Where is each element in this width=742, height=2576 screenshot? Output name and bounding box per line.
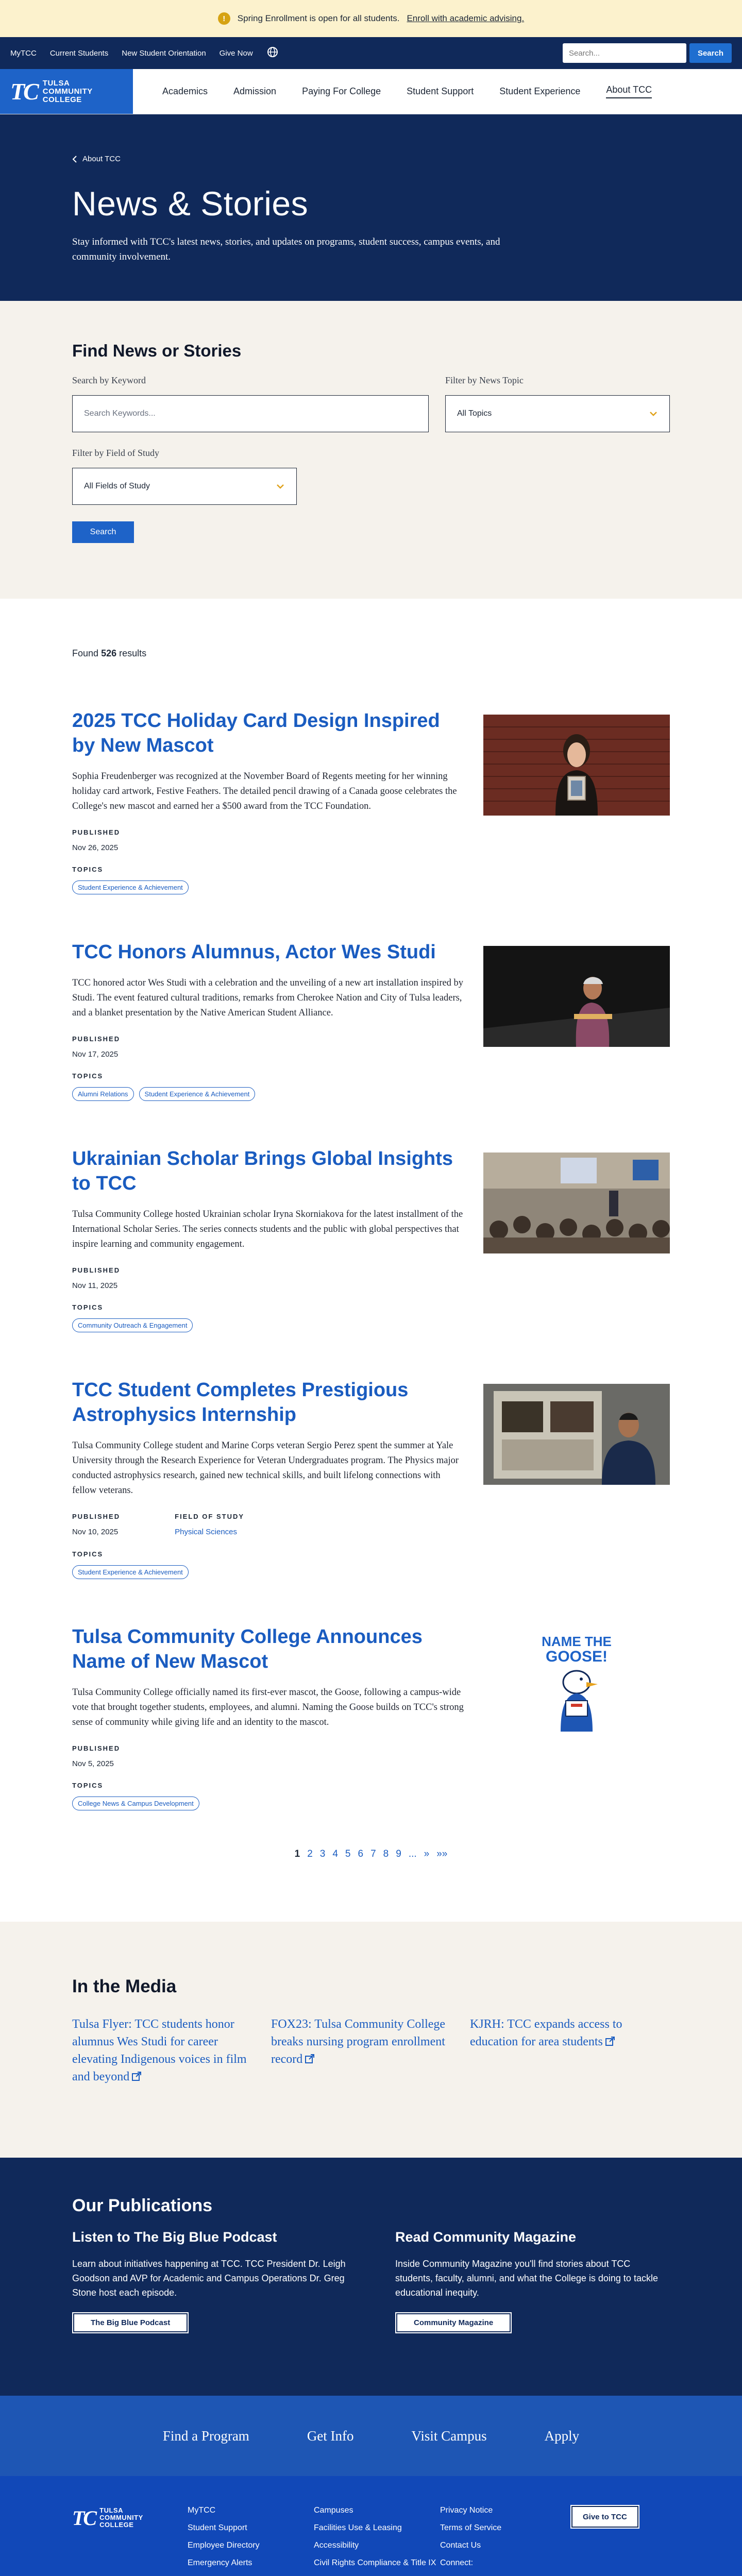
site-search-button[interactable]: Search: [689, 43, 732, 63]
breadcrumb[interactable]: [72, 155, 670, 163]
results: [0, 599, 742, 1860]
site-search-input[interactable]: [563, 43, 686, 63]
mascot-caption-line1: NAME THE: [542, 1634, 612, 1649]
quick-link-apply[interactable]: Apply: [544, 2428, 580, 2444]
nav-paying-for-college[interactable]: Paying For College: [302, 86, 381, 96]
article-card: [72, 708, 670, 894]
site-search: [563, 43, 732, 63]
article-excerpt: TCC honored actor Wes Studi with a celebration and the unveiling of a new art installation inspired by Studi. The event featured cultural traditions, remarks from Cherokee Nation and City of Tulsa leaders, and a blanket presentation by the Native American Student Alliance.: [72, 978, 464, 1018]
page-next[interactable]: »: [424, 1849, 430, 1859]
topic-tag[interactable]: College News & Campus Development: [72, 1797, 199, 1810]
article-image[interactable]: [483, 1153, 670, 1253]
chevron-down-icon: [276, 482, 285, 491]
topics-label: TOPICS: [72, 1550, 104, 1558]
logo-text: TULSA COMMUNITY COLLEGE: [42, 78, 93, 104]
published-label: PUBLISHED: [72, 1513, 121, 1520]
footer: [0, 2476, 742, 2576]
footer-link-contact[interactable]: Contact Us: [440, 2541, 481, 2550]
external-link-icon: [605, 2036, 615, 2046]
topics-label: TOPICS: [72, 866, 104, 873]
article-card: [72, 1378, 670, 1579]
tcc-logo[interactable]: [0, 69, 133, 114]
article-title[interactable]: 2025 TCC Holiday Card Design Inspired by New Mascot: [72, 710, 440, 756]
article-title[interactable]: TCC Honors Alumnus, Actor Wes Studi: [72, 941, 436, 963]
topic-label: Filter by News Topic: [445, 375, 524, 385]
publications: [0, 2158, 742, 2396]
logo-mark: TC: [10, 78, 38, 105]
article-title[interactable]: TCC Student Completes Prestigious Astrophysics Internship: [72, 1379, 409, 1426]
breadcrumb-label: About TCC: [82, 155, 121, 163]
article-excerpt: Tulsa Community College student and Marine Corps veteran Sergio Perez spent the summer at Yale University through the Research Experience for Veteran Undergraduates program. The Physics major conducted astrophysics research, gained new technical skills, and built lifelong connections with fellow veterans.: [72, 1440, 459, 1496]
podcast-description: Learn about initiatives happening at TCC. TCC President Dr. Leigh Goodson and AVP for Academic and Campus Operations Dr. Greg Stone host each episode.: [72, 2259, 346, 2298]
hero: [0, 114, 742, 301]
mascot-caption-line2: GOOSE!: [545, 1648, 608, 1665]
published-date: Nov 17, 2025: [72, 1050, 119, 1059]
published-label: PUBLISHED: [72, 1266, 121, 1274]
article-title[interactable]: Ukrainian Scholar Brings Global Insights to TCC: [72, 1148, 453, 1194]
topic-tag[interactable]: Alumni Relations: [72, 1087, 134, 1101]
keyword-label: Search by Keyword: [72, 375, 146, 385]
footer-link-emergency-alerts[interactable]: Emergency Alerts: [188, 2558, 252, 2567]
article-image[interactable]: [483, 1631, 670, 1732]
topic-tag[interactable]: Student Experience & Achievement: [72, 880, 189, 894]
page-last[interactable]: »»: [436, 1849, 448, 1859]
magazine-button[interactable]: Community Magazine: [395, 2312, 512, 2333]
article-card: [72, 940, 670, 1101]
field-select[interactable]: [72, 468, 297, 505]
topics-label: TOPICS: [72, 1782, 104, 1789]
topic-tag[interactable]: Student Experience & Achievement: [139, 1087, 256, 1101]
nav-student-experience[interactable]: Student Experience: [499, 86, 581, 96]
field-of-study-link[interactable]: Physical Sciences: [175, 1528, 238, 1536]
field-label: Filter by Field of Study: [72, 448, 160, 458]
published-date: Nov 26, 2025: [72, 843, 119, 852]
logo-mark: TC: [72, 2506, 96, 2530]
page-4[interactable]: 4: [332, 1849, 338, 1859]
article-excerpt: Tulsa Community College hosted Ukrainian scholar Iryna Skorniakova for the latest installment of the International Scholar Series. The series connects students and the public with global perspectives that inspire learning and community engagement.: [72, 1209, 463, 1249]
alert-bar: [0, 0, 742, 37]
in-the-media: [0, 1922, 742, 2158]
article-card: [72, 1146, 670, 1332]
field-select-value: All Fields of Study: [84, 482, 150, 490]
filters-title: Find News or Stories: [72, 341, 242, 360]
news-filters: [0, 301, 742, 599]
nav-about-tcc[interactable]: About TCC: [593, 69, 665, 114]
footer-link-accessibility[interactable]: Accessibility: [314, 2541, 359, 2550]
footer-logo[interactable]: [72, 2505, 188, 2531]
page-ellipsis: ...: [408, 1849, 417, 1859]
footer-link-civil-rights[interactable]: Civil Rights Compliance & Title IX: [314, 2558, 436, 2567]
utility-bar: [0, 37, 742, 69]
page-description: Stay informed with TCC's latest news, stories, and updates on programs, student success, campus events, and community involvement.: [72, 236, 500, 262]
alert-text: Spring Enrollment is open for all students.: [237, 13, 400, 23]
give-to-tcc-button[interactable]: Give to TCC: [570, 2505, 639, 2529]
page-9[interactable]: 9: [396, 1849, 401, 1859]
footer-link-mytcc[interactable]: MyTCC: [188, 2506, 216, 2515]
footer-link-privacy[interactable]: Privacy Notice: [440, 2506, 493, 2515]
quick-link-find-program[interactable]: Find a Program: [162, 2428, 249, 2444]
footer-column: [440, 2505, 566, 2576]
footer-link-campuses[interactable]: Campuses: [314, 2506, 353, 2515]
alert-enroll-link[interactable]: Enroll with academic advising.: [407, 13, 525, 23]
podcast-heading: Listen to The Big Blue Podcast: [72, 2229, 277, 2245]
page-3[interactable]: 3: [319, 1849, 326, 1859]
media-link[interactable]: Tulsa Flyer: TCC students honor alumnus Wes Studi for career elevating Indigenous voices in film and beyond: [72, 2018, 247, 2083]
podcast-button[interactable]: The Big Blue Podcast: [72, 2312, 189, 2333]
external-link-icon: [131, 2071, 142, 2081]
topic-tag[interactable]: Community Outreach & Engagement: [72, 1318, 193, 1332]
keyword-input[interactable]: Search Keywords...: [72, 395, 429, 432]
chevron-left-icon: [72, 156, 77, 163]
results-count: Found 526 results: [72, 648, 147, 658]
pagination: [72, 1849, 670, 1860]
quick-links: [0, 2396, 742, 2476]
article-image[interactable]: [483, 946, 670, 1047]
magazine-description: Inside Community Magazine you'll find stories about TCC students, faculty, alumni, and what the College is doing to tackle educational inequity.: [395, 2259, 658, 2298]
published-date: Nov 10, 2025: [72, 1528, 119, 1536]
page-6[interactable]: 6: [358, 1849, 364, 1859]
page-8[interactable]: 8: [383, 1849, 389, 1859]
info-icon: !: [218, 12, 230, 25]
utility-link-mytcc[interactable]: MyTCC: [10, 48, 37, 58]
published-label: PUBLISHED: [72, 828, 121, 836]
media-title: In the Media: [72, 1976, 177, 1996]
external-link-icon: [305, 2054, 315, 2064]
article-image[interactable]: [483, 1384, 670, 1485]
nav-academics[interactable]: Academics: [162, 86, 208, 96]
nav-student-support[interactable]: Student Support: [407, 86, 474, 96]
footer-link-student-support[interactable]: Student Support: [188, 2523, 247, 2532]
quick-link-get-info[interactable]: Get Info: [307, 2428, 354, 2444]
magazine-heading: Read Community Magazine: [395, 2229, 577, 2245]
published-label: PUBLISHED: [72, 1744, 121, 1752]
globe-icon[interactable]: [266, 46, 279, 61]
published-label: PUBLISHED: [72, 1035, 121, 1043]
connect-label: Connect:: [440, 2558, 474, 2567]
footer-link-facilities[interactable]: Facilities Use & Leasing: [314, 2523, 402, 2532]
utility-link-give-now[interactable]: Give Now: [219, 48, 253, 58]
article-card: [72, 1624, 670, 1810]
footer-link-terms[interactable]: Terms of Service: [440, 2523, 502, 2532]
article-title[interactable]: Tulsa Community College Announces Name of New Mascot: [72, 1626, 423, 1672]
media-link[interactable]: KJRH: TCC expands access to education for area students: [470, 2018, 622, 2048]
nav-admission[interactable]: Admission: [233, 86, 277, 96]
footer-column: [188, 2505, 314, 2576]
chevron-down-icon: [649, 409, 658, 418]
page-5[interactable]: 5: [345, 1849, 351, 1859]
footer-column: [314, 2505, 440, 2576]
main-nav: [0, 69, 742, 114]
article-image[interactable]: [483, 715, 670, 816]
publications-title: Our Publications: [72, 2196, 213, 2215]
topics-label: TOPICS: [72, 1072, 104, 1080]
logo-text: TULSA COMMUNITY COLLEGE: [99, 2506, 143, 2529]
quick-link-visit-campus[interactable]: Visit Campus: [411, 2428, 487, 2444]
article-excerpt: Sophia Freudenberger was recognized at the November Board of Regents meeting for her winning holiday card artwork, Festive Feathers. The detailed pencil drawing of a Canada goose celebrates the College's new mascot and earned her a $500 award from the TCC Foundation.: [72, 771, 457, 811]
page-7[interactable]: 7: [370, 1849, 376, 1859]
article-excerpt: Tulsa Community College officially named its first-ever mascot, the Goose, following a campus-wide vote that brought together students, employees, and alumni. Naming the Goose builds on TCC's strong sense of community while giving life and an identity to the mascot.: [72, 1687, 464, 1727]
field-of-study-label: FIELD OF STUDY: [175, 1513, 245, 1520]
footer-link-employee-directory[interactable]: Employee Directory: [188, 2541, 260, 2550]
topic-select-value: All Topics: [457, 409, 492, 418]
filter-search-button[interactable]: Search: [72, 521, 134, 543]
topics-label: TOPICS: [72, 1303, 104, 1311]
media-link[interactable]: FOX23: Tulsa Community College breaks nursing program enrollment record: [271, 2018, 446, 2066]
utility-link-current-students[interactable]: Current Students: [49, 48, 109, 58]
published-date: Nov 5, 2025: [72, 1759, 114, 1768]
topic-select[interactable]: [445, 395, 670, 432]
utility-link-orientation[interactable]: New Student Orientation: [122, 48, 206, 58]
page-2[interactable]: 2: [307, 1849, 313, 1859]
published-date: Nov 11, 2025: [72, 1281, 118, 1290]
page-title: News & Stories: [72, 184, 309, 223]
page-1[interactable]: 1: [294, 1849, 300, 1859]
topic-tag[interactable]: Student Experience & Achievement: [72, 1565, 189, 1579]
